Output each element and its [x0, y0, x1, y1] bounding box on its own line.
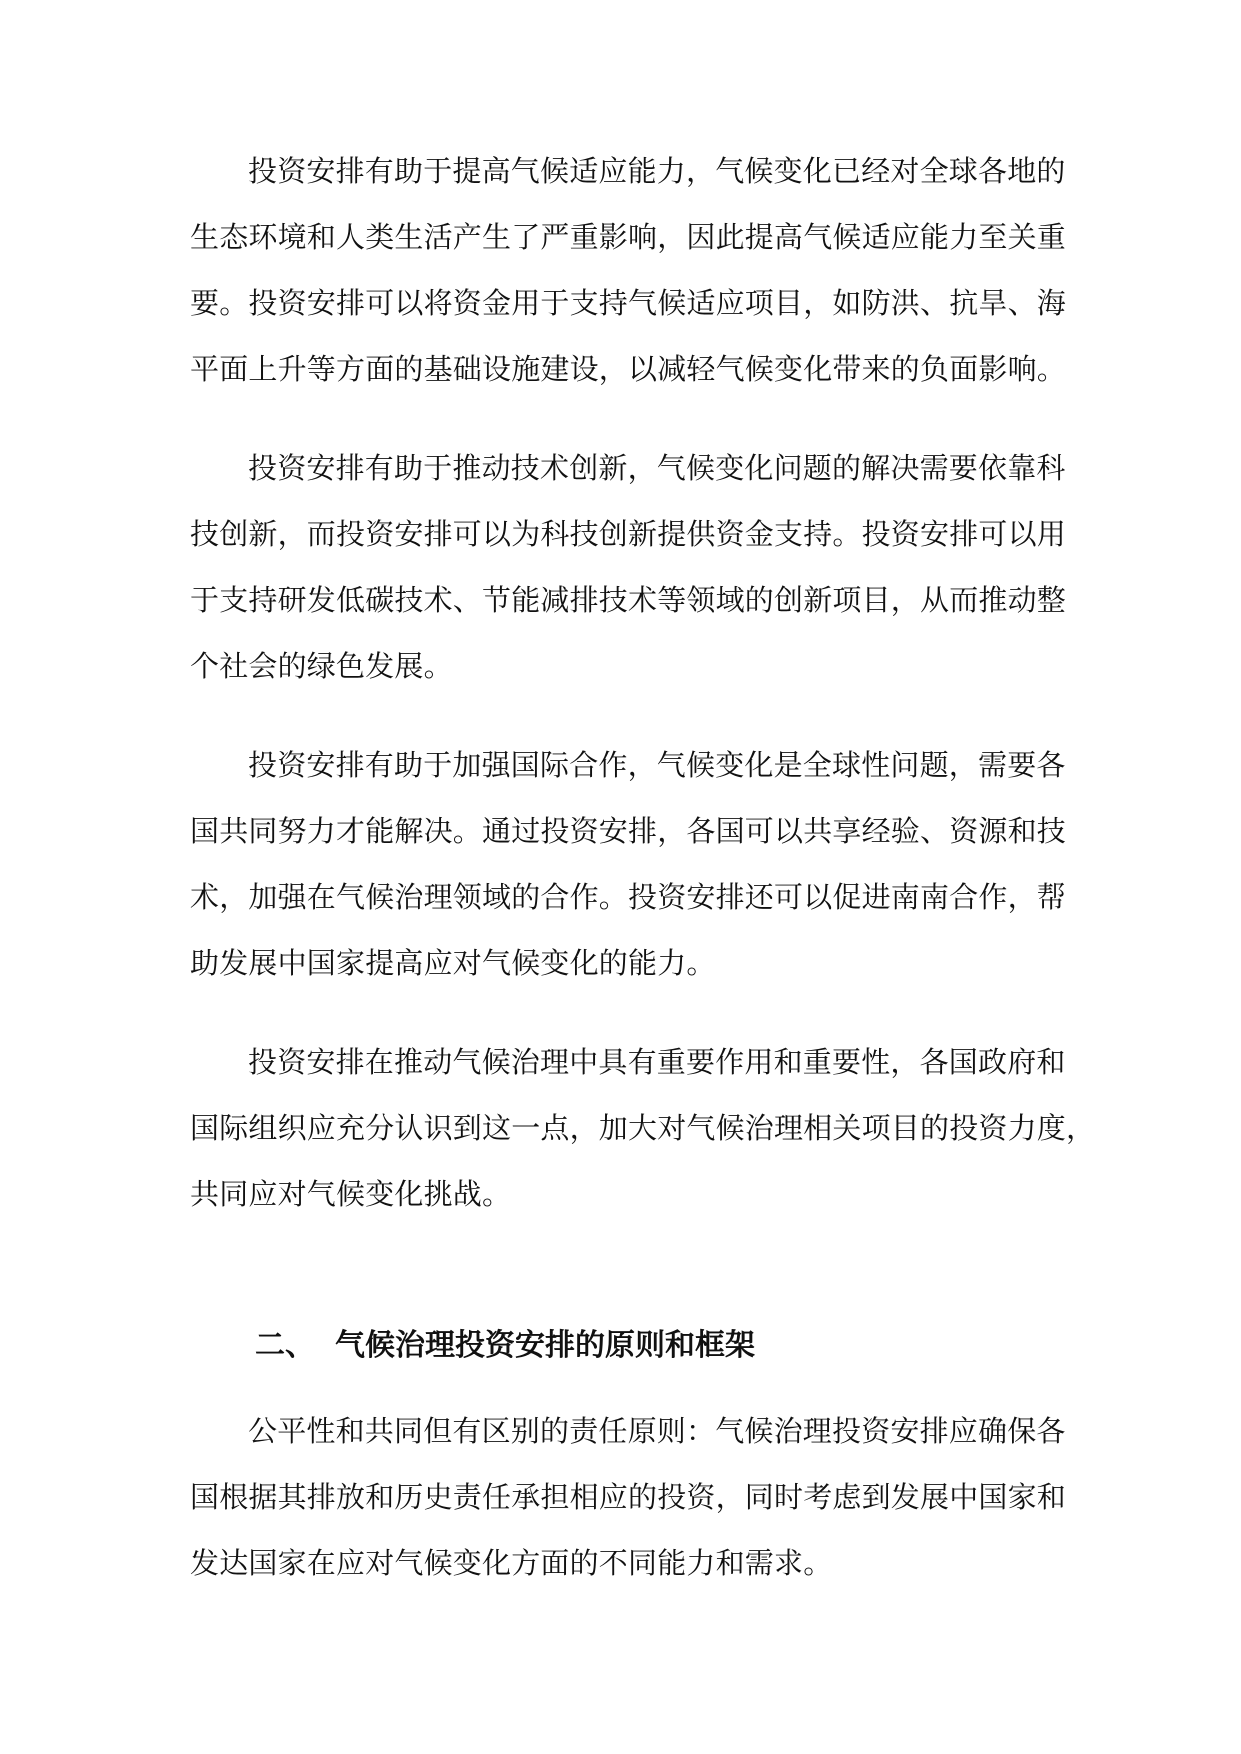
paragraph-innovation: [190, 435, 1067, 699]
paragraph-adaptation: [190, 138, 1067, 402]
paragraph-line: 共同应对气候变化挑战。: [190, 1177, 512, 1211]
paragraph-line: 投资安排有助于加强国际合作，气候变化是全球性问题，需要各: [248, 748, 1066, 782]
paragraph-line: 平面上升等方面的基础设施建设，以减轻气候变化带来的负面影响。: [190, 352, 1067, 386]
paragraph-cooperation: [190, 732, 1067, 996]
paragraph-line: 国际组织应充分认识到这一点，加大对气候治理相关项目的投资力度，: [190, 1111, 1096, 1145]
paragraph-principle: [190, 1398, 1067, 1596]
paragraph-line: 投资安排在推动气候治理中具有重要作用和重要性，各国政府和: [248, 1045, 1066, 1079]
paragraph-line: 技创新，而投资安排可以为科技创新提供资金支持。投资安排可以用: [190, 517, 1067, 551]
paragraph-line: 要。投资安排可以将资金用于支持气候适应项目，如防洪、抗旱、海: [190, 286, 1067, 320]
paragraph-line: 投资安排有助于推动技术创新，气候变化问题的解决需要依靠科: [248, 451, 1066, 485]
paragraph-line: 公平性和共同但有区别的责任原则：气候治理投资安排应确保各: [248, 1414, 1066, 1448]
section-title: 气候治理投资安排的原则和框架: [335, 1328, 755, 1363]
paragraph-line: 个社会的绿色发展。: [190, 649, 453, 683]
paragraph-line: 投资安排有助于提高气候适应能力，气候变化已经对全球各地的: [248, 154, 1066, 188]
paragraph-line: 助发展中国家提高应对气候变化的能力。: [190, 946, 716, 980]
paragraph-line: 术，加强在气候治理领域的合作。投资安排还可以促进南南合作，帮: [190, 880, 1067, 914]
paragraph-line: 国共同努力才能解决。通过投资安排，各国可以共享经验、资源和技: [190, 814, 1067, 848]
section-number: 二、: [255, 1328, 315, 1363]
paragraph-importance: [190, 1029, 1096, 1227]
paragraph-line: 国根据其排放和历史责任承担相应的投资，同时考虑到发展中国家和: [190, 1480, 1067, 1514]
paragraph-line: 生态环境和人类生活产生了严重影响，因此提高气候适应能力至关重: [190, 220, 1067, 254]
paragraph-line: 发达国家在应对气候变化方面的不同能力和需求。: [190, 1546, 833, 1580]
section-heading: [255, 1316, 755, 1376]
paragraph-line: 于支持研发低碳技术、节能减排技术等领域的创新项目，从而推动整: [190, 583, 1067, 617]
